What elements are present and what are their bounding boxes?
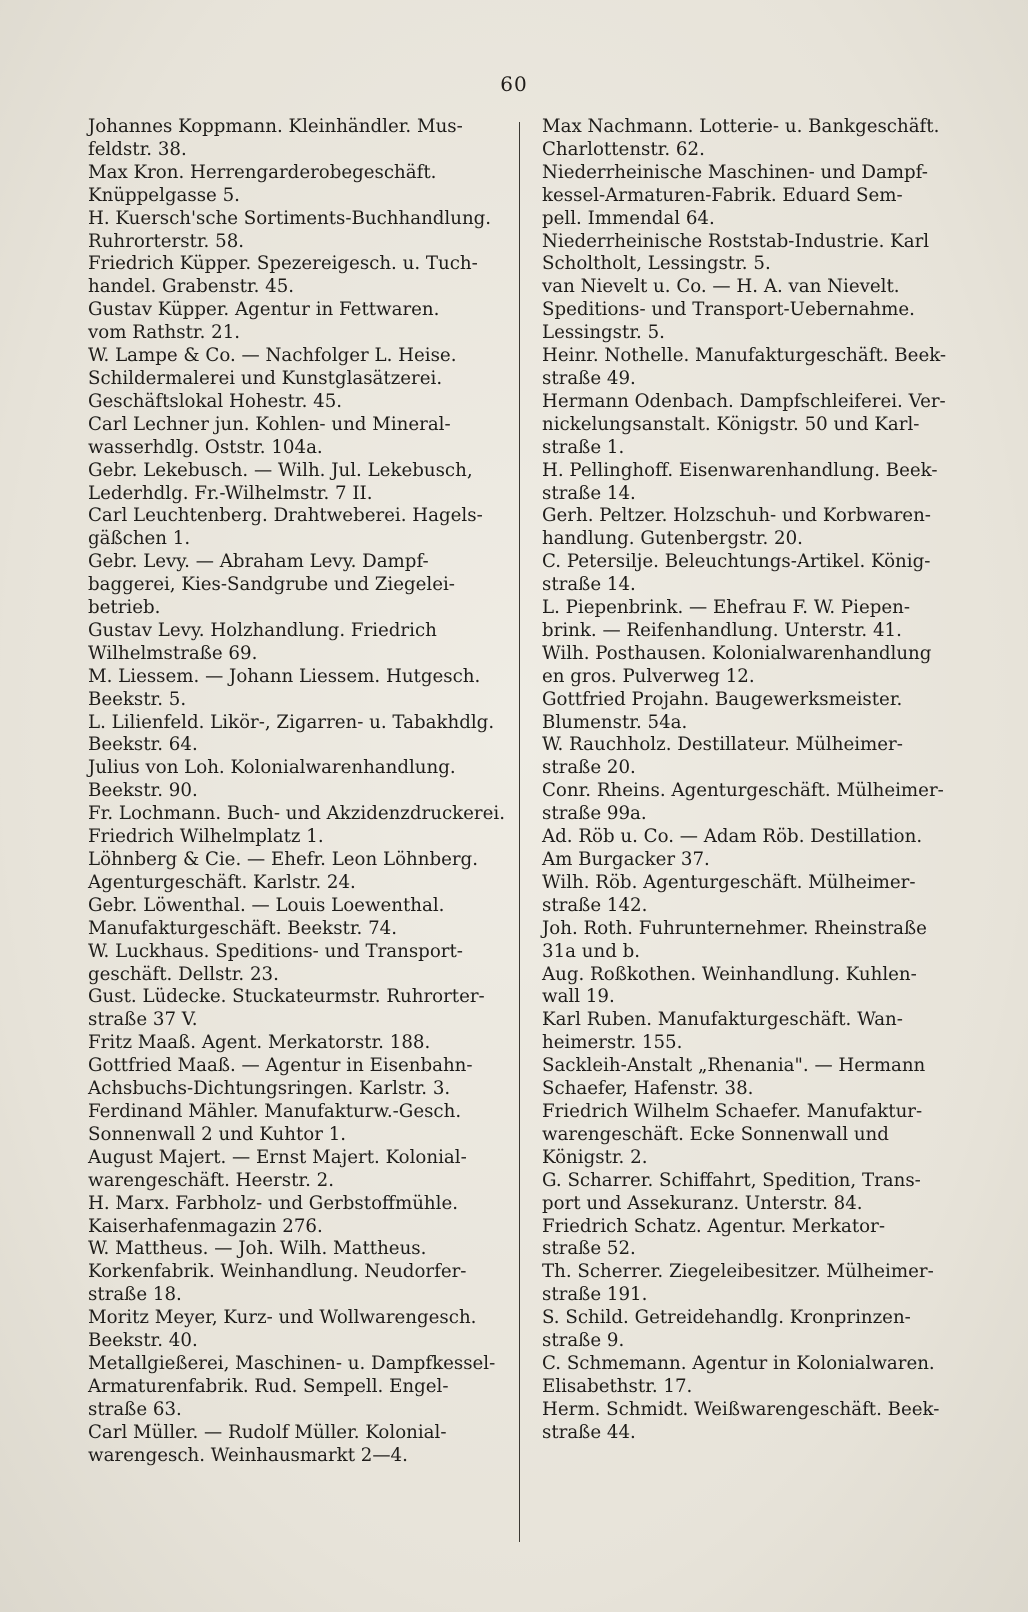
directory-entry: [88, 414, 506, 460]
entry-line: Friedrich Wilhelmplatz 1.: [88, 826, 324, 848]
entry-line: gäßchen 1.: [88, 528, 191, 550]
entry-line: Ad. Röb u. Co. — Adam Röb. Destillation.: [542, 826, 923, 848]
entry-line: Lessingstr. 5.: [542, 322, 665, 344]
directory-entry: [542, 116, 978, 162]
directory-entry: [542, 1009, 978, 1055]
entry-line: Manufakturgeschäft. Beekstr. 74.: [88, 917, 398, 939]
directory-entry: [542, 1353, 978, 1399]
entry-line: straße 18.: [88, 1284, 182, 1306]
entry-line: Lederhdlg. Fr.-Wilhelmstr. 7 II.: [88, 482, 373, 504]
entry-line: straße 49.: [542, 367, 636, 389]
entry-line: Beekstr. 40.: [88, 1330, 198, 1352]
directory-entry: [542, 734, 978, 780]
directory-entry: [88, 162, 506, 208]
entry-line: H. Marx. Farbholz- und Gerbstoffmühle.: [88, 1192, 458, 1214]
directory-entry: [88, 849, 506, 895]
directory-entry: [88, 1353, 506, 1422]
entry-line: Max Nachmann. Lotterie- u. Bankgeschäft.: [542, 116, 940, 137]
directory-entry: [88, 1193, 506, 1239]
entry-line: Herm. Schmidt. Weißwarengeschäft. Beek-: [542, 1398, 940, 1420]
entry-line: Carl Lechner jun. Kohlen- und Mineral-: [88, 413, 451, 435]
directory-entry: [542, 643, 978, 689]
entry-line: Moritz Meyer, Kurz- und Wollwarengesch.: [88, 1307, 477, 1329]
directory-entry: [542, 826, 978, 872]
entry-line: Gebr. Löwenthal. — Louis Loewenthal.: [88, 894, 445, 916]
entry-line: Carl Müller. — Rudolf Müller. Kolonial-: [88, 1421, 447, 1443]
directory-entry: [88, 253, 506, 299]
entry-line: warengeschäft. Ecke Sonnenwall und: [542, 1123, 889, 1145]
entry-line: Gust. Lüdecke. Stuckateurmstr. Ruhrorter-: [88, 986, 485, 1008]
directory-entry: [88, 1147, 506, 1193]
directory-entry: [88, 345, 506, 414]
directory-entry: [542, 872, 978, 918]
directory-entry: [88, 986, 506, 1032]
entry-line: W. Rauchholz. Destillateur. Mülheimer-: [542, 734, 903, 756]
right-column: [542, 116, 978, 1445]
directory-entry: [88, 299, 506, 345]
entry-line: wasserhdlg. Oststr. 104a.: [88, 436, 323, 458]
entry-line: Korkenfabrik. Weinhandlung. Neudorfer-: [88, 1261, 467, 1283]
entry-line: Gustav Küpper. Agentur in Fettwaren.: [88, 299, 440, 321]
entry-line: vom Rathstr. 21.: [88, 322, 241, 344]
entry-line: Johannes Koppmann. Kleinhändler. Mus-: [88, 116, 463, 137]
directory-entry: [88, 505, 506, 551]
entry-line: W. Lampe & Co. — Nachfolger L. Heise.: [88, 345, 457, 367]
directory-entry: [542, 551, 978, 597]
entry-line: Niederrheinische Roststab-Industrie. Karl: [542, 230, 930, 252]
directory-entry: [542, 391, 978, 460]
entry-line: Beekstr. 90.: [88, 780, 198, 802]
entry-line: pell. Immendal 64.: [542, 207, 715, 229]
directory-entry: [88, 1422, 506, 1468]
directory-entry: [542, 1101, 978, 1170]
entry-line: Sonnenwall 2 und Kuhtor 1.: [88, 1123, 347, 1145]
entry-line: Sackleih-Anstalt „Rhenania". — Hermann: [542, 1055, 926, 1077]
directory-entry: [542, 231, 978, 277]
entry-line: Schildermalerei und Kunstglasätzerei.: [88, 367, 443, 389]
left-column: [88, 116, 506, 1467]
directory-entry: [88, 895, 506, 941]
entry-line: W. Luckhaus. Speditions- und Transport-: [88, 940, 463, 962]
entry-line: warengesch. Weinhausmarkt 2—4.: [88, 1444, 408, 1466]
entry-line: straße 14.: [542, 574, 636, 596]
directory-entry: [542, 345, 978, 391]
entry-line: straße 99a.: [542, 803, 647, 825]
entry-line: Friedrich Wilhelm Schaefer. Manufaktur-: [542, 1100, 923, 1122]
directory-entry: [88, 460, 506, 506]
entry-line: Hermann Odenbach. Dampfschleiferei. Ver-: [542, 390, 946, 412]
directory-entry: [88, 1101, 506, 1147]
directory-entry: [542, 1307, 978, 1353]
directory-entry: [542, 597, 978, 643]
entry-line: straße 1.: [542, 436, 625, 458]
directory-entry: [88, 1032, 506, 1055]
entry-line: handel. Grabenstr. 45.: [88, 276, 295, 298]
entry-line: straße 52.: [542, 1238, 636, 1260]
entry-line: Kaiserhafenmagazin 276.: [88, 1215, 323, 1237]
entry-line: L. Piepenbrink. — Ehefrau F. W. Piepen-: [542, 597, 911, 619]
entry-line: Niederrheinische Maschinen- und Dampf-: [542, 161, 928, 183]
entry-line: C. Schmemann. Agentur in Kolonialwaren.: [542, 1352, 935, 1374]
directory-entry: [542, 505, 978, 551]
entry-line: Th. Scherrer. Ziegeleibesitzer. Mülheimer-: [542, 1261, 934, 1283]
directory-entry: [542, 460, 978, 506]
entry-line: straße 191.: [542, 1284, 648, 1306]
directory-entry: [542, 1261, 978, 1307]
entry-line: heimerstr. 155.: [542, 1032, 683, 1054]
entry-line: Aug. Roßkothen. Weinhandlung. Kuhlen-: [542, 963, 917, 985]
directory-entry: [542, 1216, 978, 1262]
entry-line: Gottfried Maaß. — Agentur in Eisenbahn-: [88, 1055, 473, 1077]
directory-entry: [88, 620, 506, 666]
entry-line: August Majert. — Ernst Majert. Kolonial-: [88, 1146, 467, 1168]
entry-line: H. Kuersch'sche Sortiments-Buchhandlung.: [88, 207, 492, 229]
entry-line: G. Scharrer. Schiffahrt, Spedition, Trans-: [542, 1169, 921, 1191]
entry-line: Ruhrorterstr. 58.: [88, 230, 245, 252]
entry-line: Charlottenstr. 62.: [542, 138, 705, 160]
entry-line: Ferdinand Mähler. Manufakturw.-Gesch.: [88, 1100, 462, 1122]
entry-line: S. Schild. Getreidehandlg. Kronprinzen-: [542, 1307, 911, 1329]
entry-line: M. Liessem. — Johann Liessem. Hutgesch.: [88, 665, 481, 687]
entry-line: Gebr. Levy. — Abraham Levy. Dampf-: [88, 551, 429, 573]
directory-entry: [88, 941, 506, 987]
page-number: 60: [500, 72, 528, 96]
directory-entry: [88, 1307, 506, 1353]
directory-entry: [542, 780, 978, 826]
entry-line: straße 44.: [542, 1421, 636, 1443]
directory-entry: [88, 116, 506, 162]
entry-line: Gerh. Peltzer. Holzschuh- und Korbwaren-: [542, 505, 931, 527]
entry-line: Schaefer, Hafenstr. 38.: [542, 1078, 754, 1100]
directory-entry: [88, 712, 506, 758]
entry-line: handlung. Gutenbergstr. 20.: [542, 528, 803, 550]
directory-entry: [542, 1055, 978, 1101]
directory-entry: [542, 689, 978, 735]
entry-line: Karl Ruben. Manufakturgeschäft. Wan-: [542, 1009, 903, 1031]
directory-entry: [88, 803, 506, 849]
directory-entry: [88, 757, 506, 803]
entry-line: Joh. Roth. Fuhrunternehmer. Rheinstraße: [542, 917, 927, 939]
entry-line: kessel-Armaturen-Fabrik. Eduard Sem-: [542, 184, 903, 206]
entry-line: Gebr. Lekebusch. — Wilh. Jul. Lekebusch,: [88, 459, 473, 481]
entry-line: straße 20.: [542, 757, 636, 779]
entry-line: C. Petersilje. Beleuchtungs-Artikel. König-: [542, 551, 931, 573]
entry-line: warengeschäft. Heerstr. 2.: [88, 1169, 335, 1191]
entry-line: Gustav Levy. Holzhandlung. Friedrich: [88, 619, 437, 641]
directory-entry: [88, 1238, 506, 1307]
directory-entry: [542, 162, 978, 231]
entry-line: L. Lilienfeld. Likör-, Zigarren- u. Tabakhdlg.: [88, 711, 495, 733]
entry-line: Speditions- und Transport-Uebernahme.: [542, 299, 915, 321]
entry-line: nickelungsanstalt. Königstr. 50 und Karl-: [542, 413, 920, 435]
entry-line: Geschäftslokal Hohestr. 45.: [88, 390, 343, 412]
entry-line: en gros. Pulverweg 12.: [542, 665, 755, 687]
entry-line: Scholtholt, Lessingstr. 5.: [542, 253, 771, 275]
entry-line: Friedrich Küpper. Spezereigesch. u. Tuch-: [88, 253, 478, 275]
entry-line: Julius von Loh. Kolonialwarenhandlung.: [88, 757, 456, 779]
entry-line: Löhnberg & Cie. — Ehefr. Leon Löhnberg.: [88, 849, 478, 870]
entry-line: geschäft. Dellstr. 23.: [88, 963, 279, 985]
entry-line: Wilh. Posthausen. Kolonialwarenhandlung: [542, 642, 932, 664]
entry-line: Max Kron. Herrengarderobegeschäft.: [88, 161, 437, 183]
entry-line: Agenturgeschäft. Karlstr. 24.: [88, 871, 356, 893]
entry-line: Friedrich Schatz. Agentur. Merkator-: [542, 1215, 885, 1237]
directory-entry: [542, 1399, 978, 1445]
directory-entry: [542, 1170, 978, 1216]
directory-entry: [88, 666, 506, 712]
entry-line: Conr. Rheins. Agenturgeschäft. Mülheimer-: [542, 780, 944, 802]
entry-line: Am Burgacker 37.: [542, 849, 710, 870]
entry-line: Fritz Maaß. Agent. Merkatorstr. 188.: [88, 1032, 431, 1054]
entry-line: H. Pellinghoff. Eisenwarenhandlung. Beek-: [542, 459, 938, 481]
entry-line: Metallgießerei, Maschinen- u. Dampfkessel-: [88, 1352, 496, 1374]
entry-line: Achsbuchs-Dichtungsringen. Karlstr. 3.: [88, 1078, 451, 1100]
entry-line: Blumenstr. 54a.: [542, 711, 688, 733]
entry-line: brink. — Reifenhandlung. Unterstr. 41.: [542, 619, 902, 641]
directory-entry: [88, 208, 506, 254]
directory-entry: [542, 918, 978, 964]
entry-line: feldstr. 38.: [88, 138, 187, 160]
entry-line: betrieb.: [88, 597, 161, 619]
directory-entry: [542, 964, 978, 1010]
entry-line: wall 19.: [542, 986, 615, 1008]
entry-line: baggerei, Kies-Sandgrube und Ziegelei-: [88, 574, 455, 596]
entry-line: Heinr. Nothelle. Manufakturgeschäft. Beek-: [542, 345, 947, 367]
entry-line: straße 37 V.: [88, 1009, 198, 1031]
entry-line: straße 14.: [542, 482, 636, 504]
entry-line: straße 9.: [542, 1330, 625, 1352]
entry-line: 31a und b.: [542, 940, 641, 962]
entry-line: Beekstr. 64.: [88, 734, 198, 756]
directory-entry: [88, 1055, 506, 1101]
entry-line: Beekstr. 5.: [88, 688, 187, 710]
entry-line: W. Mattheus. — Joh. Wilh. Mattheus.: [88, 1238, 427, 1260]
entry-line: Wilhelmstraße 69.: [88, 642, 258, 664]
entry-line: Königstr. 2.: [542, 1146, 648, 1168]
entry-line: straße 142.: [542, 894, 648, 916]
entry-line: Armaturenfabrik. Rud. Sempell. Engel-: [88, 1375, 449, 1397]
entry-line: Carl Leuchtenberg. Drahtweberei. Hagels-: [88, 505, 483, 527]
entry-line: Fr. Lochmann. Buch- und Akzidenzdruckerei.: [88, 803, 505, 825]
entry-line: straße 63.: [88, 1398, 182, 1420]
entry-line: port und Assekuranz. Unterstr. 84.: [542, 1192, 863, 1214]
entry-line: Elisabethstr. 17.: [542, 1375, 693, 1397]
directory-entry: [542, 276, 978, 345]
entry-line: Gottfried Projahn. Baugewerksmeister.: [542, 688, 903, 710]
entry-line: van Nievelt u. Co. — H. A. van Nievelt.: [542, 276, 900, 298]
directory-entry: [88, 551, 506, 620]
entry-line: Wilh. Röb. Agenturgeschäft. Mülheimer-: [542, 871, 916, 893]
column-divider: [519, 122, 520, 1542]
entry-line: Knüppelgasse 5.: [88, 184, 240, 206]
